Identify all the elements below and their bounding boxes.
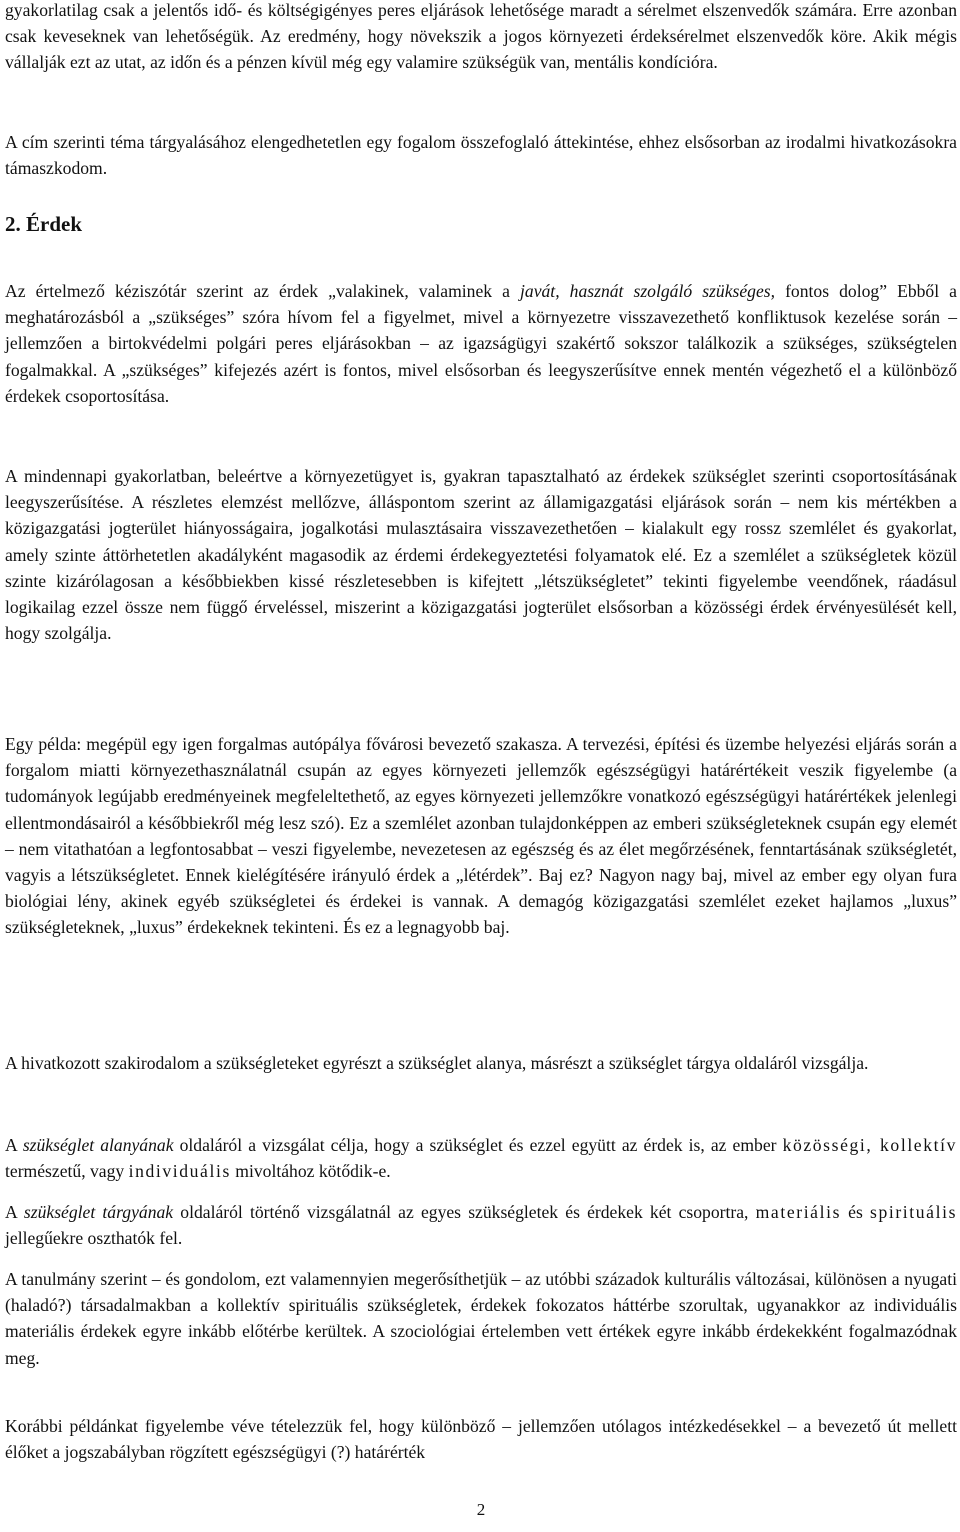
object-text-1: A bbox=[5, 1202, 24, 1222]
object-spaced-2: spirituális bbox=[870, 1202, 958, 1222]
subject-spaced-2: individuális bbox=[128, 1161, 231, 1182]
example-paragraph: Egy példa: megépül egy igen forgalmas autópálya fővárosi bevezető szakasza. A tervezési, építési és üzembe helyezési eljárás során a forgalom miatti környezethasználatnál csupán az egyes környezeti jellemzők egészségügyi határértékeit veszik figyelembe (a tudományok legújabb eredményeinek megfeleltethető, az egyes környezeti jellemzőkre vonatkozó egészségügyi határértékek jelenlegi ellentmondásairól a későbbiekről még lesz szó). Ez a szemlélet azonban tulajdonképpen az emberi szükségleteknek csupán egy elemét – nem vitathatóan a legfontosabbat – veszi figyelembe, nevezetesen az egészség és az élet megőrzésének, fenntartásának szükségletét, vagyis a létszükségletet. Ennek kielégítésére irányuló érdek a „létérdek”. Baj ez? Nagyon nagy baj, mivel az ember egy olyan fura biológiai lény, akinek egyéb szükségletei és érdekei is vannak. A demagóg közigazgatási szemlélet ezeket hajlamos „luxus” szükségleteknek, „luxus” érdekeknek tekinteni. És ez a legnagyobb baj. bbox=[5, 734, 957, 938]
definition-italic: javát, hasznát szolgáló szükséges, bbox=[520, 281, 776, 301]
page-number: 2 bbox=[476, 1500, 486, 1519]
object-italic: szükséglet tárgyának bbox=[23, 1202, 174, 1222]
earlier-example-paragraph: Korábbi példánkat figyelembe véve tételezzük fel, hogy különböző – jellemzően utólagos intézkedésekkel – a bevezető út mellett élőket a jogszabályban rögzített egészségügyi (?) határérték bbox=[5, 1416, 957, 1463]
object-spaced-1: materiális bbox=[755, 1202, 842, 1222]
literature-paragraph: A hivatkozott szakirodalom a szükségleteket egyrészt a szükséglet alanya, másrészt a szükséglet tárgya oldaláról vizsgálja. bbox=[5, 1053, 869, 1073]
section-heading: 2. Érdek bbox=[5, 212, 83, 236]
subject-text-2: oldaláról a vizsgálat célja, hogy a szükséglet és ezzel együtt az érdek is, az ember bbox=[173, 1135, 783, 1155]
subject-text-1: A bbox=[5, 1135, 23, 1155]
object-text-2: oldaláról történő vizsgálatnál az egyes szükségletek és érdekek két csoportra, bbox=[173, 1202, 756, 1222]
definition-text-1: Az értelmező kéziszótár szerint az érdek „valakinek, valaminek a bbox=[5, 281, 521, 301]
subject-italic: szükséglet alanyának bbox=[22, 1135, 174, 1155]
subject-text-4: mivoltához kötődik-e. bbox=[230, 1161, 391, 1182]
object-text-3: és bbox=[841, 1202, 871, 1222]
subject-spaced-1: közösségi, kollektív bbox=[782, 1135, 957, 1155]
object-text-4: jellegűekre oszthatók fel. bbox=[5, 1228, 183, 1249]
topic-paragraph: A cím szerinti téma tárgyalásához elengedhetetlen egy fogalom összefoglaló áttekintése, ehhez elsősorban az irodalmi hivatkozásokra támaszkodom. bbox=[5, 132, 957, 179]
object-paragraph bbox=[5, 1199, 957, 1251]
document-page bbox=[5, 0, 957, 1532]
study-paragraph: A tanulmány szerint – és gondolom, ezt valamennyien megerősíthetjük – az utóbbi századok kulturális változásai, különösen a nyugati (haladó?) társadalmakban a kollektív spirituális szükségletek, érdekek fokozatos háttérbe szorultak, ugyanakkor az individuális materiális érdekek egyre inkább előtérbe kerültek. A szociológiai értelemben vett értékek egyre inkább érdekekként fogalmazódnak meg. bbox=[5, 1269, 957, 1368]
subject-paragraph bbox=[5, 1132, 957, 1184]
practice-paragraph: A mindennapi gyakorlatban, beleértve a környezetügyet is, gyakran tapasztalható az érdekek szükséglet szerinti csoportosításának leegyszerűsítése. A részletes elemzést mellőzve, álláspontom szerint az államigazgatási eljárások során – nem kis mértékben a közigazgatási jogterület hiányosságaira, jogalkotási mulasztásaira visszavezethetően – kialakult egy rossz szemlélet és gyakorlat, amely szinte áttörhetetlen akadályként magasodik az érdemi érdekegyeztetési folyamatok elé. Ez a szemlélet a szükségletek közül szinte kizárólagosan a későbbiekben kissé részletesebben is kifejtett „létszükségletet” tekinti figyelembe veendőnek, ráadásul logikailag ezzel össze nem függő érveléssel, miszerint a közigazgatási jogterület elsősorban a közösségi érdek érvényesülését kell, hogy szolgálja. bbox=[5, 466, 957, 644]
definition-text-2: fontos dolog” Ebből a meghatározásból a „szükséges” szóra hívom fel a figyelmet, mivel a környezetre visszavezethető konfliktusok kezelése során – jellemzően a birtokvédelmi polgári peres eljárásokban – az igazságügyi szakértő sokszor találkozik a szükséges, szükségtelen fogalmakkal. A „szükséges” kifejezés azért is fontos, mivel elsősorban és leegyszerűsítve ennek mentén végezhető el a különböző érdekek csoportosítása. bbox=[5, 281, 957, 406]
definition-paragraph bbox=[5, 278, 957, 409]
subject-text-3: természetű, vagy bbox=[5, 1161, 129, 1182]
intro-paragraph: gyakorlatilag csak a jelentős idő- és költségigényes peres eljárások lehetősége maradt a sérelmet elszenvedők számára. Erre azonban csak keveseknek van lehetőségük. Az eredmény, hogy növekszik a jogos környezeti érdeksérelmet elszenvedők köre. Akik mégis vállalják ezt az utat, az időn és a pénzen kívül még egy valamire szükségük van, mentális kondícióra. bbox=[5, 0, 957, 73]
